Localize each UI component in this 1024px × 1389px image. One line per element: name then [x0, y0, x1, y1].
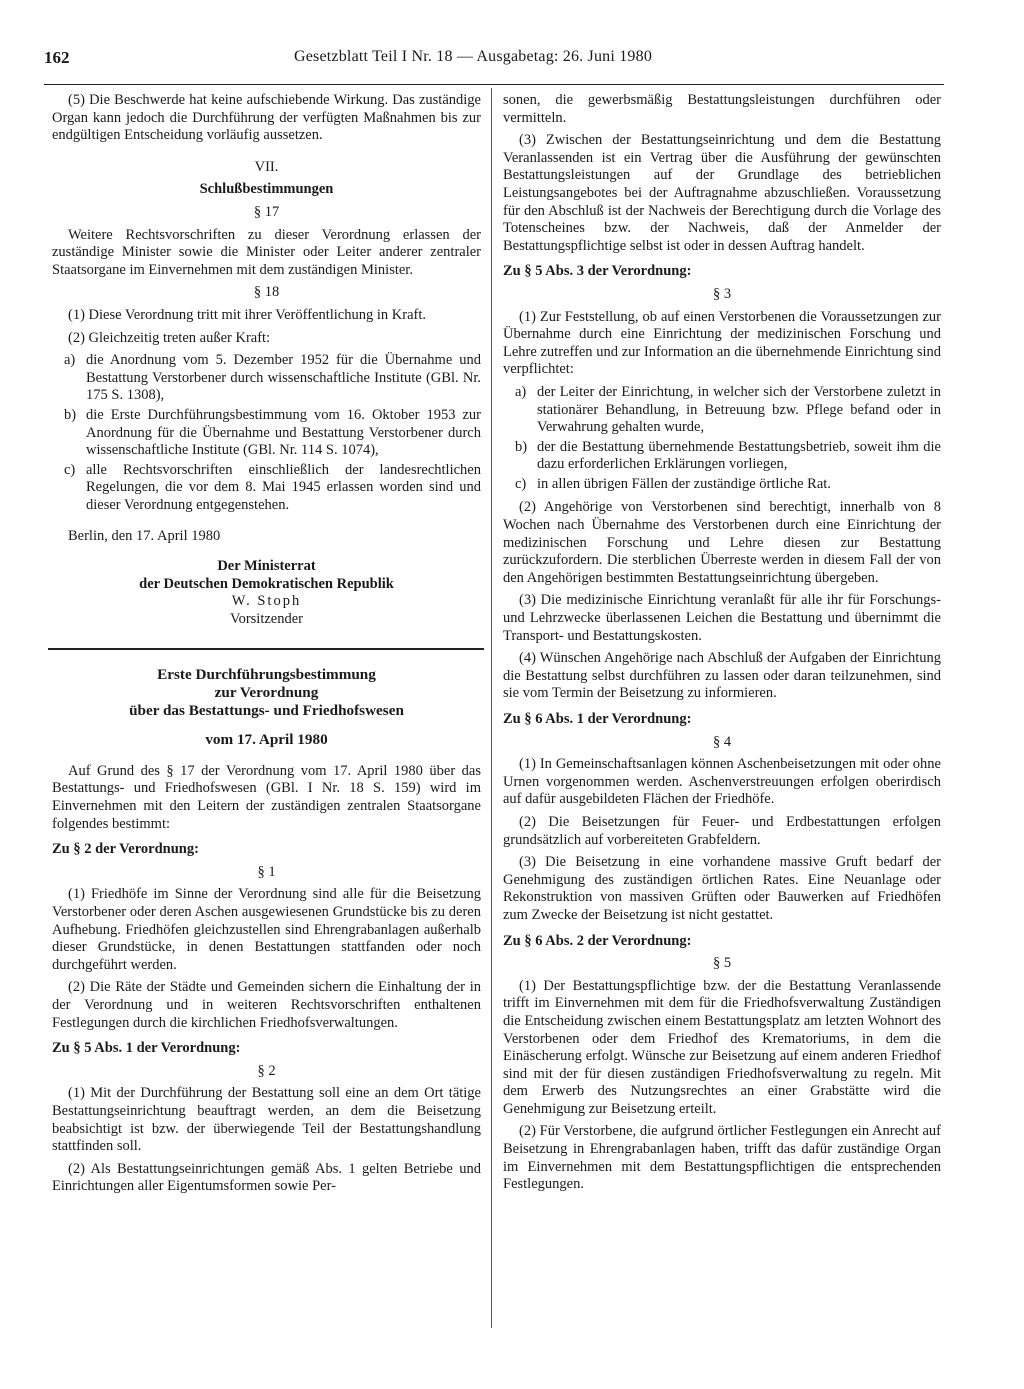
list-text: die Anordnung vom 5. Dezember 1952 für die Übernahme und Bestattung Verstorbener durch wissenschaftliche Institute (GBl. Nr. 175 S. 1308),: [86, 352, 481, 404]
section-4-heading: § 4: [712, 733, 732, 750]
section-1-paragraph-2: (2) Die Räte der Städte und Gemeinden sichern die Einhaltung der in der Verordnung und in weiteren Rechtsvorschriften enthaltenen Festlegungen durch die kirchlichen Friedhofsverwaltungen.: [52, 979, 481, 1031]
list-item: [503, 476, 941, 494]
section-4-paragraph-1: (1) In Gemeinschaftsanlagen können Aschenbeisetzungen mit oder ohne Urnen vorgenommen werden. Aschenverstreuungen erfolgen oberirdisch auf dafür ausgebildeten Flächen der Friedhöfe.: [503, 756, 941, 808]
decree-title-1: Erste Durchführungsbestimmung: [157, 666, 376, 684]
left-column: [52, 92, 481, 1201]
header-rule: [44, 84, 944, 85]
reference-heading: Zu § 5 Abs. 3 der Verordnung:: [503, 263, 692, 280]
section-1-paragraph-1: (1) Friedhöfe im Sinne der Verordnung sind alle für die Beisetzung Verstorbener oder deren Aschen ausgewiesenen Grundstücke bis zu deren Aufhebung. Friedhöfen gleichzustellen sind Ehrengrabanlagen außerhalb dieser Grundstücke, in denen Bestattungen stattfanden oder noch durchgeführt werden.: [52, 886, 481, 973]
section-2-paragraph-2: (2) Als Bestattungseinrichtungen gemäß Abs. 1 gelten Betriebe und Einrichtungen aller Eigentumsformen sowie Per-: [52, 1160, 481, 1195]
column-divider: [491, 88, 492, 1328]
signatory-organ-2: der Deutschen Demokratischen Republik: [139, 575, 394, 592]
section-2-paragraph-3: (3) Zwischen der Bestattungseinrichtung und dem die Bestattung Veranlassenden ist ein Vertrag über die Ausführung der gewünschten Bestattungsleistungen auf der Grundlage des betrieblichen Leistungsangebotes bei der Auftragnahme abzuschließen. Voraussetzung für den Abschluß ist der Nachweis der Berechtigung durch die Vorlage des Totenscheines bzw. der Nachweis, daß der Anmelder der Bestattungspflichtige selbst ist oder in dessen Auftrag handelt.: [503, 132, 941, 254]
place-date: Berlin, den 17. April 1980: [68, 528, 221, 545]
section-1-heading: § 1: [257, 863, 276, 880]
section-divider: [48, 648, 484, 650]
signatory-role: Vorsitzender: [229, 610, 304, 627]
section-2-paragraph-1: (1) Mit der Durchführung der Bestattung soll eine an dem Ort tätige Bestattungseinrichtung beauftragt werden, an dem die Beisetzung beabsichtigt ist bzw. der überwiegende Teil der Bestattungshandlung stattfinden soll.: [52, 1085, 481, 1155]
list-item: [503, 384, 941, 437]
section-3-heading: § 3: [712, 285, 732, 302]
section-5-heading: § 5: [712, 955, 732, 972]
page-number: 162: [44, 48, 70, 67]
paragraph-5: (5) Die Beschwerde hat keine aufschiebende Wirkung. Das zuständige Organ kann jedoch die Durchführung der verfügten Maßnahmen bis zur endgültigen Entscheidung vorläufig aussetzen.: [52, 92, 481, 144]
section-3-paragraph-4: (4) Wünschen Angehörige nach Abschluß der Aufgaben der Einrichtung die Bestattung selbst durchführen zu lassen oder daran teilzunehmen, sind sie vom Termin der Beisetzung zu informieren.: [503, 650, 941, 702]
list-marker: a): [64, 352, 76, 369]
section-title: Schlußbestimmungen: [199, 181, 334, 198]
list-text: der die Bestattung übernehmende Bestattungsbetrieb, soweit ihm die dazu erforderlichen Erklärungen vorliegen,: [537, 438, 941, 473]
section-3-paragraph-1: (1) Zur Feststellung, ob auf einen Verstorbenen die Voraussetzungen zur Übernahme durch eine Einrichtung der medizinischen Forschung und Lehre zutreffen und zur Information an die übernehmende Einrichtung sind verpflichtet:: [503, 308, 941, 378]
list-marker: b): [64, 406, 77, 423]
reference-heading: Zu § 6 Abs. 2 der Verordnung:: [503, 932, 692, 949]
reference-heading: Zu § 2 der Verordnung:: [52, 841, 199, 858]
list-item: [503, 439, 941, 474]
list-marker: c): [64, 461, 76, 478]
list-text: die Erste Durchführungsbestimmung vom 16. Oktober 1953 zur Anordnung für die Übernahme und Bestattung Verstorbener durch wissenschaftliche Institute (GBl. Nr. 114 S. 1074),: [86, 406, 481, 459]
section-2-heading: § 2: [257, 1062, 276, 1079]
list-marker: c): [515, 475, 527, 492]
right-column: [503, 92, 941, 1199]
reference-heading: Zu § 5 Abs. 1 der Verordnung:: [52, 1040, 241, 1057]
list-text: alle Rechtsvorschriften einschließlich der landesrechtlichen Regelungen, die vor dem 8. Mai 1945 erlassen worden sind und dieser Verordnung entgegenstehen.: [86, 461, 481, 513]
list-marker: a): [515, 383, 527, 400]
list-text: der Leiter der Einrichtung, in welcher sich der Verstorbene zuletzt in stationärer Behandlung, in Betreuung bzw. Pflege befand oder in Verwahrung gehalten wurde,: [537, 383, 941, 436]
section-18-paragraph-2: (2) Gleichzeitig treten außer Kraft:: [68, 329, 271, 346]
section-3-paragraph-2: (2) Angehörige von Verstorbenen sind berechtigt, innerhalb von 8 Wochen nach Übernahme des Verstorbenen durch eine Einrichtung der medizinischen Forschung und Lehre diesen zur Bestattung zurückzufordern. Die sterblichen Überreste werden in diesem Fall der von den Angehörigen bestimmten Bestattungseinrichtung übergeben.: [503, 499, 941, 586]
page-header: [44, 44, 944, 84]
section-17-heading: § 17: [253, 203, 280, 220]
section-3-paragraph-3: (3) Die medizinische Einrichtung veranlaßt für alle ihr für Forschungs- und Lehrzwecke überlassenen Leichen die Bestattung und übernimmt die Transport- und Bestattungskosten.: [503, 592, 941, 644]
section-4-paragraph-3: (3) Die Beisetzung in eine vorhandene massive Gruft bedarf der Genehmigung des zuständigen örtlichen Rates. Eine Neuanlage oder Rekonstruktion von massiven Grüften oder Bauwerken auf Friedhöfen zum Zwecke der Beisetzung ist nicht gestattet.: [503, 854, 941, 923]
reference-heading: Zu § 6 Abs. 1 der Verordnung:: [503, 711, 692, 727]
section-18-heading: § 18: [253, 284, 280, 301]
section-5-paragraph-1: (1) Der Bestattungspflichtige bzw. der die Bestattung Veranlassende trifft im Einvernehmen mit dem für die Friedhofsverwaltung Zuständigen die Entscheidung zwischen einem Bestattungsplatz am letzten Wohnort des Verstorbenen oder dem Friedhof des Krematoriums, in dem die Einäscherung erfolgt. Wünsche zur Beisetzung auf einem anderen Friedhof sind mit der für diesen zuständigen Friedhofsverwaltung zu regeln. Mit dem Erwerb des Nutzungsrechtes an einer Grabstätte wird die Genehmigung zur Beisetzung erteilt.: [503, 977, 941, 1117]
list-item: [52, 407, 481, 460]
section-17-text: Weitere Rechtsvorschriften zu dieser Verordnung erlassen der zuständige Minister sowie die Minister oder Leiter anderer zentraler Staatsorgane im Einvernehmen mit dem zuständigen Minister.: [52, 226, 481, 278]
gazette-title: Gesetzblatt Teil I Nr. 18 — Ausgabetag: 26. Juni 1980: [294, 48, 653, 65]
list-item: [52, 352, 481, 405]
section-4-paragraph-2: (2) Die Beisetzungen für Feuer- und Erdbestattungen erfolgen grundsätzlich auf vorbereiteten Grabfeldern.: [503, 813, 941, 848]
list-text: in allen übrigen Fällen der zuständige örtliche Rat.: [537, 475, 831, 492]
list-marker: b): [515, 438, 528, 455]
list-item: [52, 462, 481, 515]
signatory-name: W. Stoph: [231, 593, 302, 610]
part-number: VII.: [254, 158, 279, 175]
decree-title-2: zur Verordnung: [214, 684, 319, 702]
signatory-organ-1: Der Ministerrat: [217, 558, 316, 575]
section-5-paragraph-2: (2) Für Verstorbene, die aufgrund örtlicher Festlegungen ein Anrecht auf Beisetzung in Ehrengrabanlagen haben, trifft das dafür zuständige Organ im Einvernehmen mit dem Bestattungspflichtigen die entsprechenden Festlegungen.: [503, 1123, 941, 1193]
decree-title-3: über das Bestattungs- und Friedhofswesen: [129, 701, 404, 719]
preamble: Auf Grund des § 17 der Verordnung vom 17. April 1980 über das Bestattungs- und Friedhofswesen (GBl. I Nr. 18 S. 159) wird im Einvernehmen mit den Leitern der zuständigen zentralen Staatsorgane folgendes bestimmt:: [52, 762, 481, 832]
continued-text: sonen, die gewerbsmäßig Bestattungsleistungen durchführen oder vermitteln.: [503, 92, 941, 126]
section-18-paragraph-1: (1) Diese Verordnung tritt mit ihrer Veröffentlichung in Kraft.: [68, 306, 426, 323]
decree-date: vom 17. April 1980: [205, 731, 328, 749]
